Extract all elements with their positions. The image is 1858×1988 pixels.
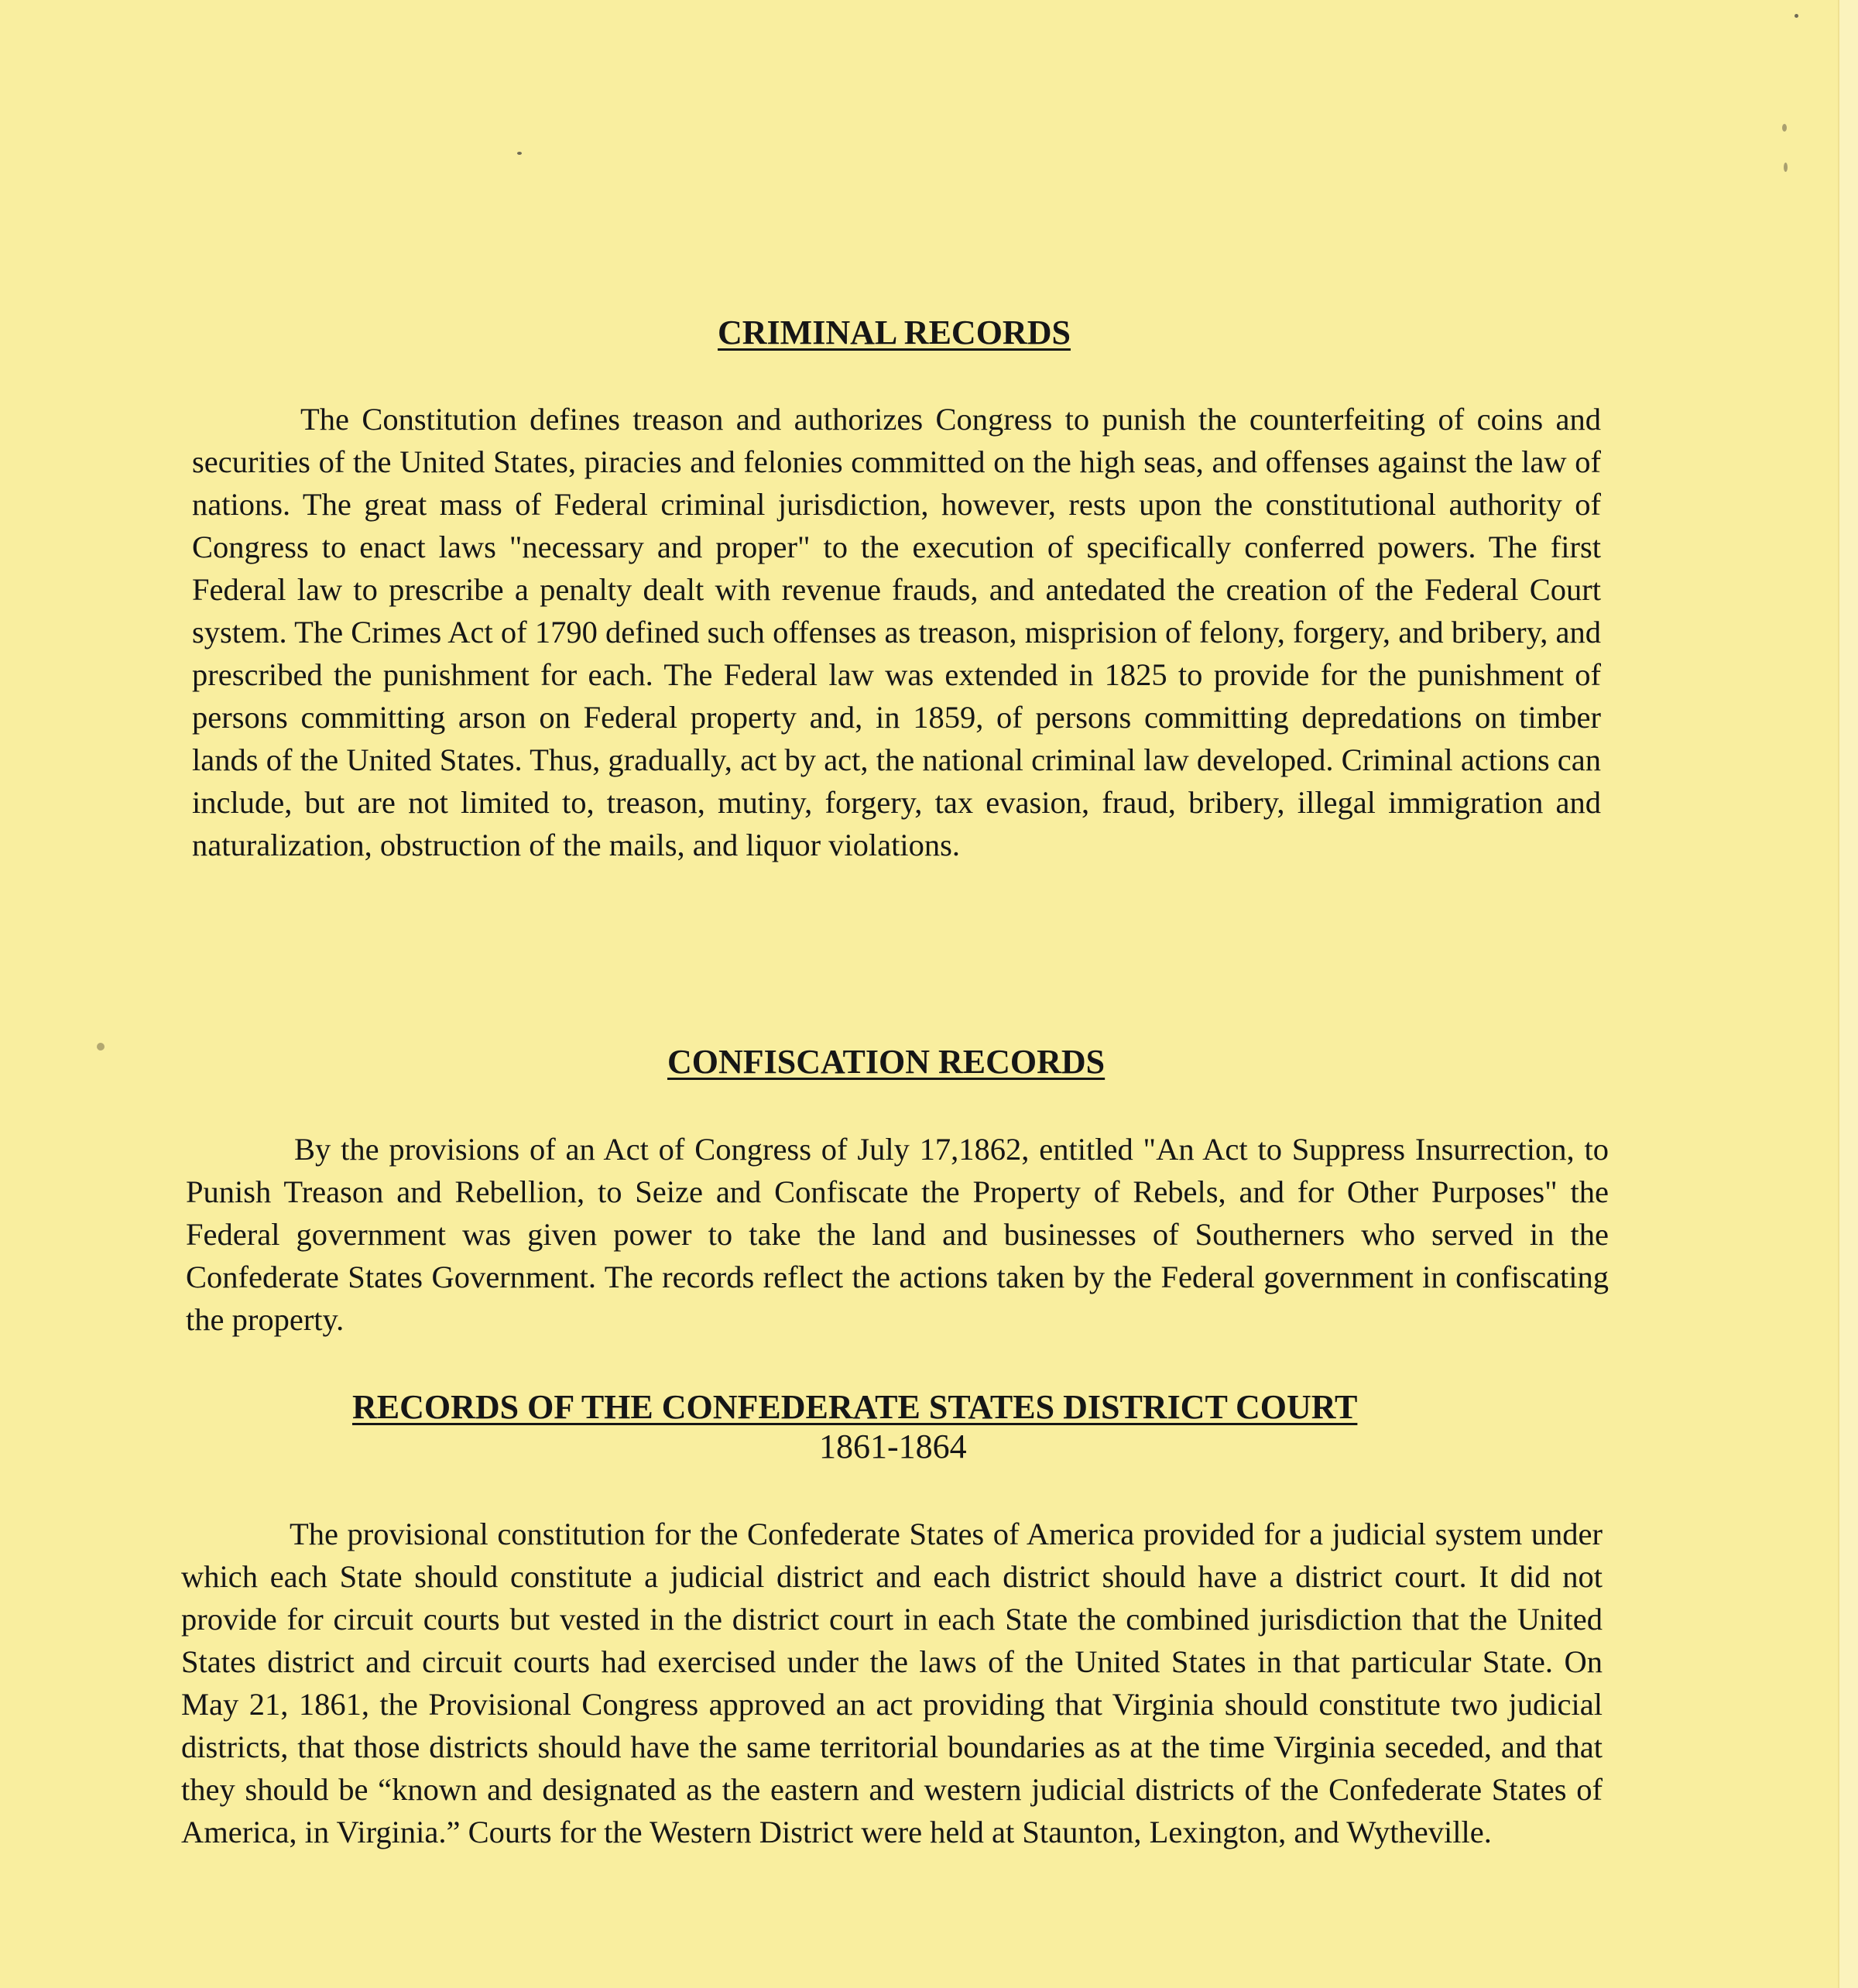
criminal-records-heading: CRIMINAL RECORDS <box>718 314 1071 351</box>
confederate-district-court-heading: RECORDS OF THE CONFEDERATE STATES DISTRICT COURT <box>352 1388 1358 1426</box>
confederate-district-court-years: 1861-1864 <box>819 1428 967 1465</box>
scan-edge <box>1838 0 1858 1988</box>
paper-speck <box>1795 14 1798 18</box>
paper-speck <box>517 152 522 155</box>
criminal-records-body: The Constitution defines treason and authorizes Congress to punish the counterfeiting of coins and securities of the United States, piracies and felonies committed on the high seas, and offenses against the law of nations. The great mass of Federal criminal jurisdiction, however, rests upon the constitutional authority of Congress to enact laws "necessary and proper" to the execution of specifically conferred powers. The first Federal law to prescribe a penalty dealt with revenue frauds, and antedated the creation of the Federal Court system. The Crimes Act of 1790 defined such offenses as treason, misprision of felony, forgery, and bribery, and prescribed the punishment for each. The Federal law was extended in 1825 to provide for the punishment of persons committing arson on Federal property and, in 1859, of persons committing depredations on timber lands of the United States. Thus, gradually, act by act, the national criminal law developed. Criminal actions can include, but are not limited to, treason, mutiny, forgery, tax evasion, fraud, bribery, illegal immigration and naturalization, obstruction of the mails, and liquor violations. <box>192 402 1601 862</box>
paper-speck <box>97 1043 105 1051</box>
confiscation-records-heading: CONFISCATION RECORDS <box>667 1043 1106 1081</box>
paper-speck <box>1784 163 1788 172</box>
confederate-district-court-body: The provisional constitution for the Confederate States of America provided for a judicial system under which each State should constitute a judicial district and each district should have a district court. It did not provide for circuit courts but vested in the district court in each State the combined jurisdiction that the United States district and circuit courts had exercised under the laws of the United States in that particular State. On May 21, 1861, the Provisional Congress approved an act providing that Virginia should constitute two judicial districts, that those districts should have the same territorial boundaries as at the time Virginia seceded, and that they should be “known and designated as the eastern and western judicial districts of the Confederate States of America, in Virginia.” Courts for the Western District were held at Staunton, Lexington, and Wytheville. <box>181 1517 1603 1849</box>
confiscation-records-body: By the provisions of an Act of Congress of July 17,1862, entitled "An Act to Suppress Insurrection, to Punish Treason and Rebellion, to Seize and Confiscate the Property of Rebels, and for Other Purposes" the Federal government was given power to take the land and businesses of Southerners who served in the Confederate States Government. The records reflect the actions taken by the Federal government in confiscating the property. <box>186 1132 1609 1337</box>
paper-speck <box>1782 124 1787 132</box>
